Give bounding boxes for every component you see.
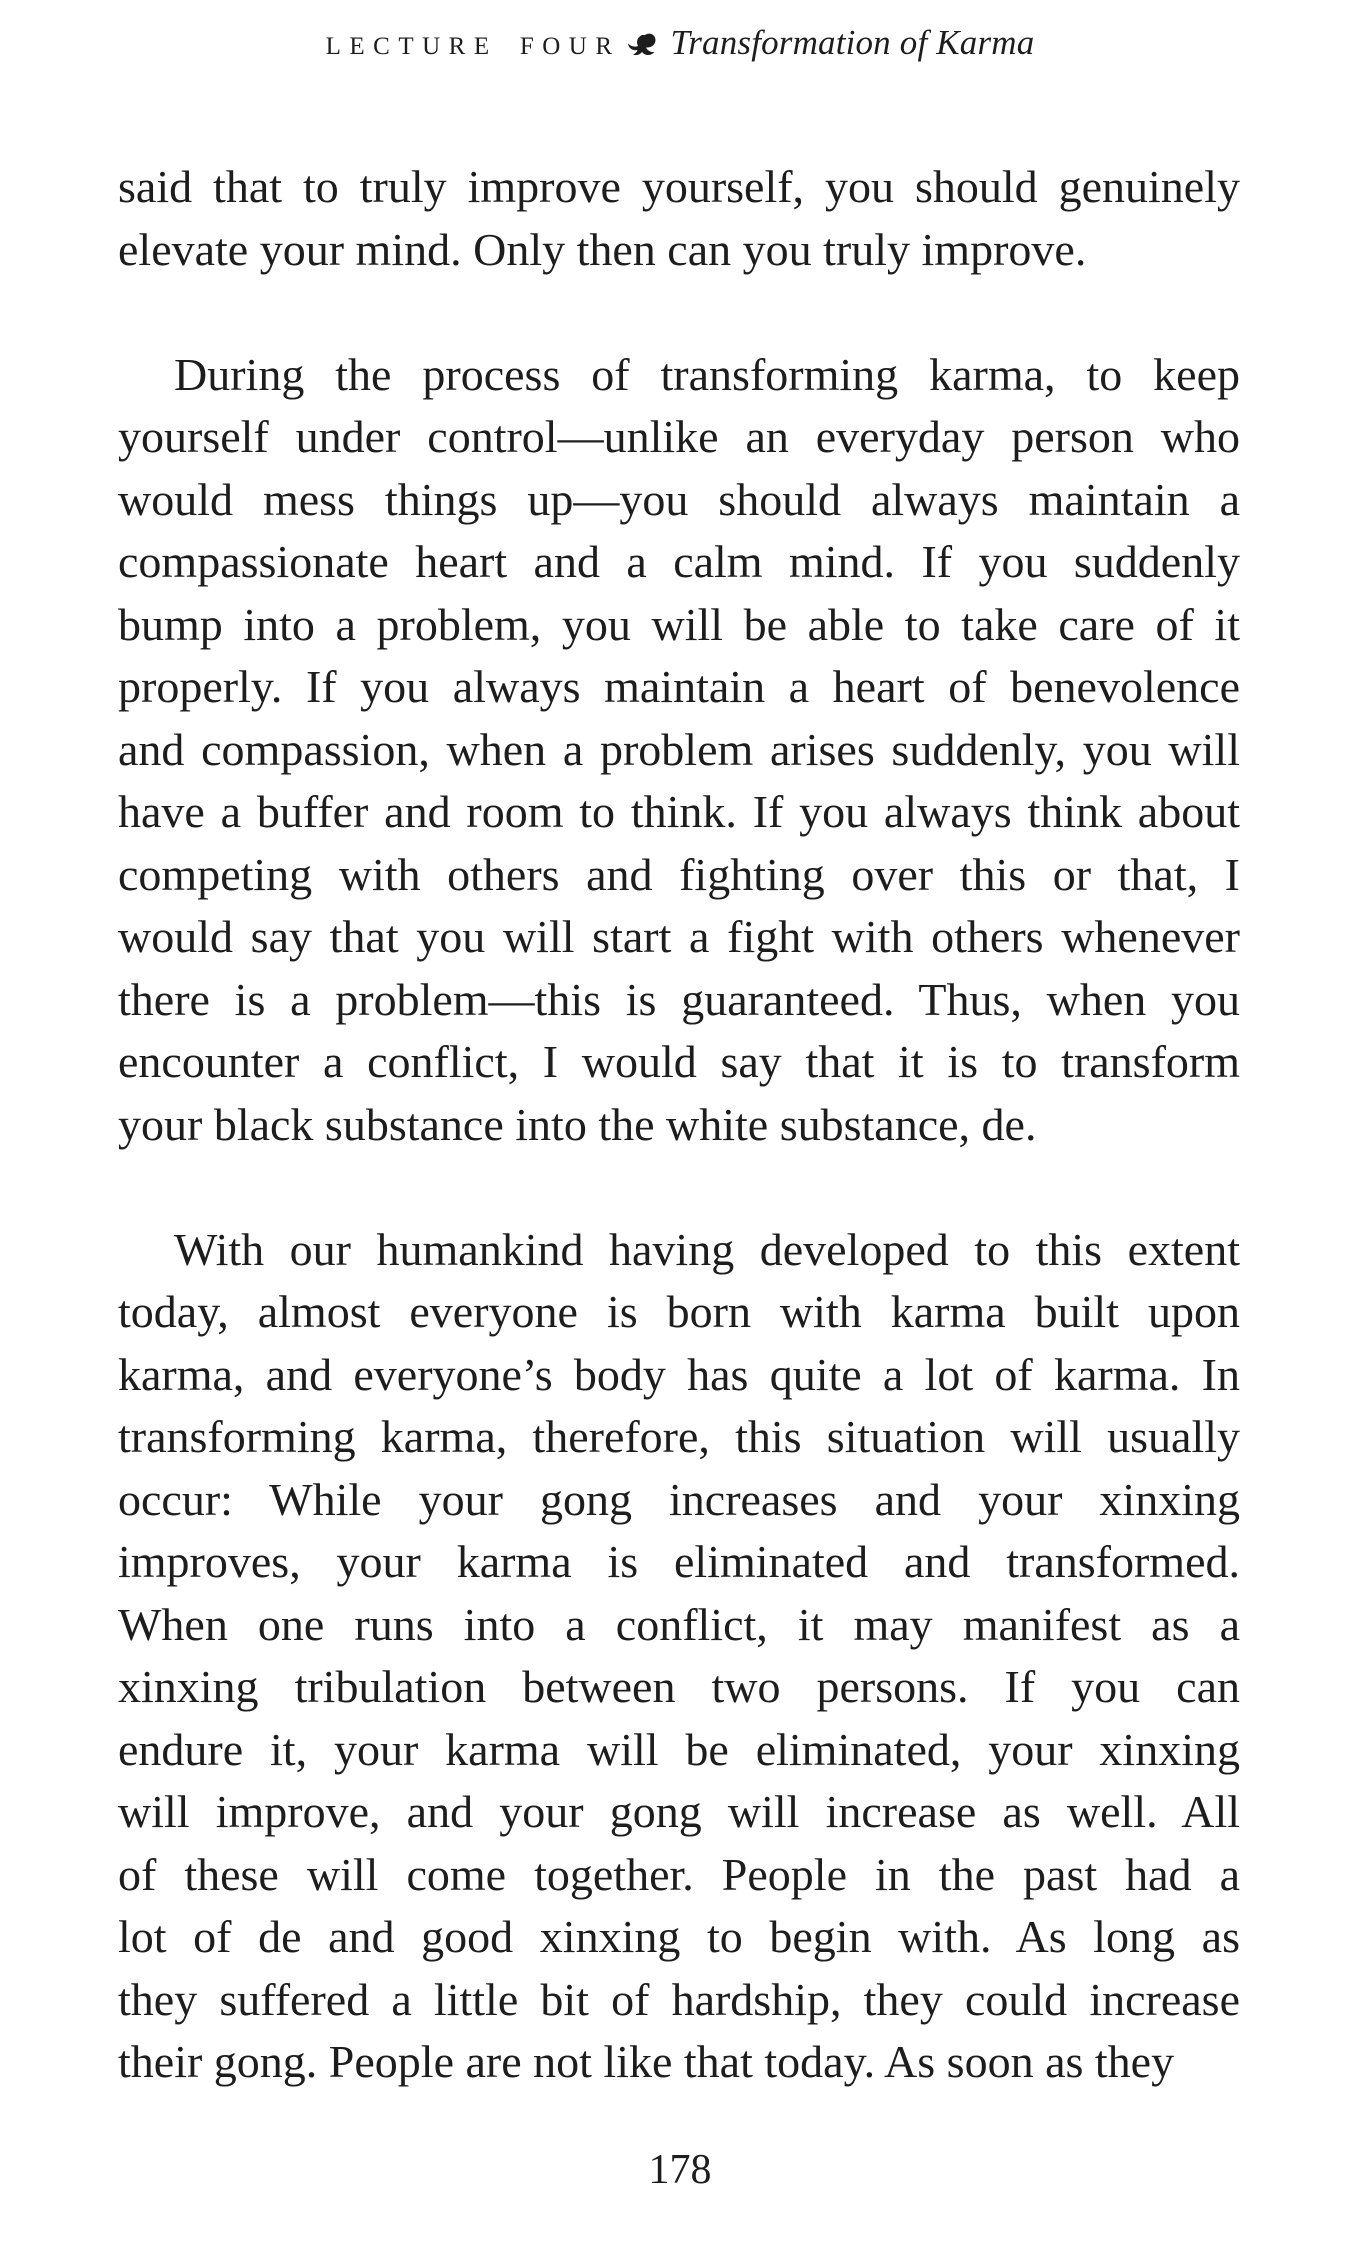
- text-line: With our humankind having developed to this extent: [174, 1223, 1240, 1275]
- text-line: competing with others and fighting over this or that, I: [118, 848, 1240, 900]
- text-line: karma, and everyone’s body has quite a lot of karma. In: [118, 1348, 1240, 1400]
- text-line: they suffered a little bit of hardship, they could increase: [118, 1973, 1240, 2025]
- text-line: occur: While your gong increases and your xinxing: [118, 1473, 1240, 1525]
- body-text: [118, 156, 1240, 2094]
- text-line: and compassion, when a problem arises suddenly, you will: [118, 723, 1240, 775]
- chapter-title: Transformation of Karma: [670, 23, 1035, 62]
- lecture-label: LECTURE FOUR: [325, 33, 621, 60]
- paragraph: [118, 1219, 1240, 2094]
- paragraph: [118, 344, 1240, 1157]
- text-line: endure it, your karma will be eliminated, your xinxing: [118, 1723, 1240, 1775]
- text-line: bump into a problem, you will be able to take care of it: [118, 598, 1240, 650]
- hedera-leaf-icon: [627, 31, 657, 63]
- text-line: said that to truly improve yourself, you should genuinely: [118, 161, 1240, 212]
- text-line: their gong. People are not like that today. As soon as they: [118, 2036, 1175, 2087]
- page-footer: [0, 2146, 1360, 2194]
- text-line: compassionate heart and a calm mind. If you suddenly: [118, 536, 1240, 587]
- text-line: During the process of transforming karma, to keep: [174, 348, 1240, 400]
- text-line: there is a problem—this is guaranteed. Thus, when you: [118, 973, 1240, 1025]
- text-line: yourself under control—unlike an everyday person who: [118, 411, 1240, 462]
- text-line: will improve, and your gong will increase as well. All: [118, 1786, 1240, 1837]
- text-line: would mess things up—you should always maintain a: [118, 473, 1240, 525]
- text-line: of these will come together. People in the past had a: [118, 1848, 1240, 1900]
- text-line: transforming karma, therefore, this situation will usually: [118, 1411, 1240, 1462]
- text-line: lot of de and good xinxing to begin with. As long as: [118, 1911, 1240, 1962]
- text-line: properly. If you always maintain a heart of benevolence: [118, 661, 1240, 712]
- text-line: today, almost everyone is born with karma built upon: [118, 1286, 1240, 1337]
- text-line: would say that you will start a fight with others whenever: [118, 911, 1240, 962]
- text-line: improves, your karma is eliminated and transformed.: [118, 1536, 1240, 1587]
- text-line: xinxing tribulation between two persons. If you can: [118, 1661, 1240, 1712]
- running-header: [0, 23, 1360, 63]
- paragraph: [118, 156, 1240, 281]
- text-line: have a buffer and room to think. If you always think about: [118, 786, 1240, 837]
- text-line: encounter a conflict, I would say that it is to transform: [118, 1036, 1240, 1087]
- text-line: your black substance into the white substance, de.: [118, 1098, 1037, 1150]
- text-line: elevate your mind. Only then can you truly improve.: [118, 223, 1087, 275]
- page-number: 178: [648, 2147, 712, 2193]
- text-line: When one runs into a conflict, it may manifest as a: [118, 1598, 1240, 1650]
